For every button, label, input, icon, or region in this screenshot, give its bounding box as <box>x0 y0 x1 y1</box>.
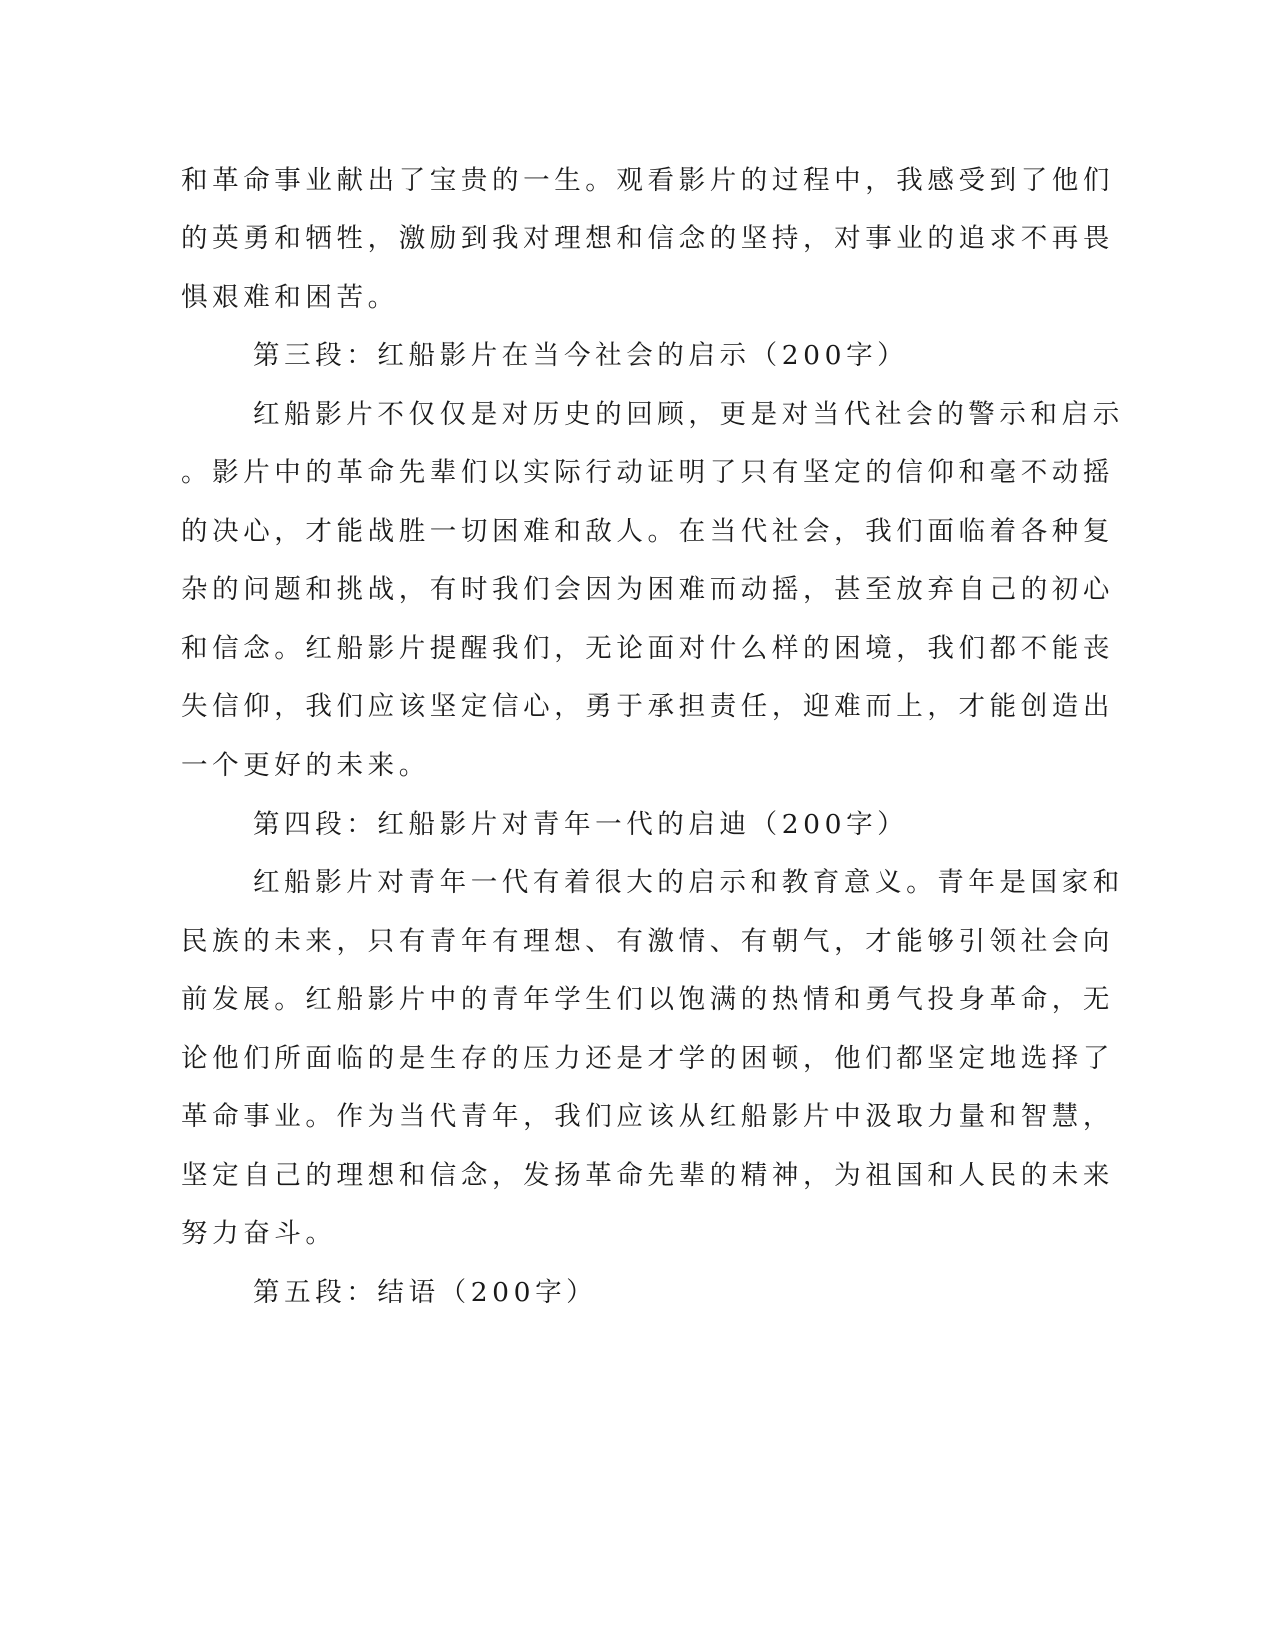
body-text-line: 努力奋斗。 <box>181 1218 337 1249</box>
body-text-line: 失信仰，我们应该坚定信心，勇于承担责任，迎难而上，才能创造出 <box>181 691 1114 722</box>
body-text-line: 和革命事业献出了宝贵的一生。观看影片的过程中，我感受到了他们 <box>181 165 1114 196</box>
body-text-line: 红船影片不仅仅是对历史的回顾，更是对当代社会的警示和启示 <box>253 399 1124 430</box>
body-text-line: 惧艰难和困苦。 <box>181 282 399 313</box>
body-text-line: 和信念。红船影片提醒我们，无论面对什么样的困境，我们都不能丧 <box>181 633 1114 664</box>
body-text-line: 红船影片对青年一代有着很大的启示和教育意义。青年是国家和 <box>253 867 1124 898</box>
body-text-line: 民族的未来，只有青年有理想、有激情、有朝气，才能够引领社会向 <box>181 926 1114 957</box>
body-text-line: 杂的问题和挑战，有时我们会因为困难而动摇，甚至放弃自己的初心 <box>181 574 1114 605</box>
body-text-line: 革命事业。作为当代青年，我们应该从红船影片中汲取力量和智慧， <box>181 1101 1114 1132</box>
body-text-line: 论他们所面临的是生存的压力还是才学的困顿，他们都坚定地选择了 <box>181 1043 1114 1074</box>
body-text-line: 的英勇和牺牲，激励到我对理想和信念的坚持，对事业的追求不再畏 <box>181 223 1114 254</box>
section-heading-5: 第五段：结语（200字） <box>253 1277 598 1308</box>
body-text-line: 的决心，才能战胜一切困难和敌人。在当代社会，我们面临着各种复 <box>181 516 1114 547</box>
body-text-line: 一个更好的未来。 <box>181 750 430 781</box>
body-text-line: 前发展。红船影片中的青年学生们以饱满的热情和勇气投身革命，无 <box>181 984 1114 1015</box>
body-text-line: 。影片中的革命先辈们以实际行动证明了只有坚定的信仰和毫不动摇 <box>181 457 1114 488</box>
section-heading-3: 第三段：红船影片在当今社会的启示（200字） <box>253 340 909 371</box>
body-text-line: 坚定自己的理想和信念，发扬革命先辈的精神，为祖国和人民的未来 <box>181 1160 1114 1191</box>
section-heading-4: 第四段：红船影片对青年一代的启迪（200字） <box>253 809 909 840</box>
